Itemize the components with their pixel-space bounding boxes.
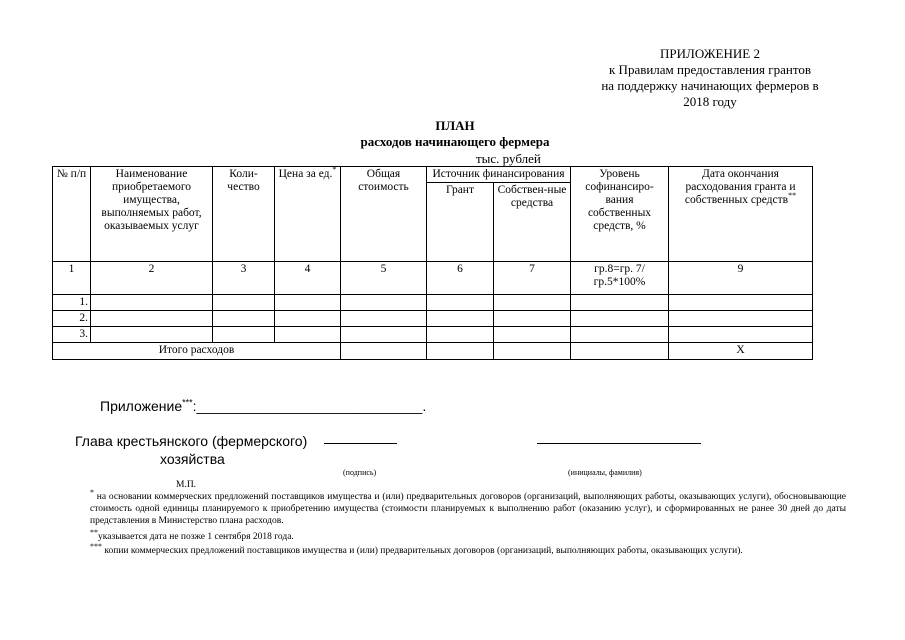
col-header-total-cost: Общая стоимость (341, 167, 427, 262)
column-number: 2 (91, 262, 213, 295)
name-line (537, 442, 701, 444)
signature-caption: (подпись) (343, 468, 377, 477)
table-cell (91, 327, 213, 343)
appendix-rules-line: к Правилам предоставления грантов (608, 62, 811, 77)
signature-line (324, 442, 397, 444)
table-cell (275, 295, 341, 311)
footnote-1 (90, 487, 846, 527)
column-number-formula: гр.8=гр. 7/гр.5*100% (571, 262, 669, 295)
total-row (53, 343, 813, 360)
col-header-end-date (669, 167, 813, 262)
table-row (53, 311, 813, 327)
table-cell (494, 327, 571, 343)
table-row (53, 295, 813, 311)
table-cell (427, 295, 494, 311)
table-cell (494, 343, 571, 360)
attachment-blank: _____________________________. (196, 398, 427, 414)
table-cell (213, 295, 275, 311)
table-cell (91, 311, 213, 327)
table-cell (275, 327, 341, 343)
table-cell (427, 343, 494, 360)
footnote-1-text: на основании коммерческих предложений поставщиков имущества и (или) предварительных договоров (организаций, выполняющих работы, оказывающих услуги), обосновывающие стоимость одной единицы планируемого к приобретению имущества (стоимости планируемых к выполнению работ (оказанию услуг), и сформированных не ранее 30 дней до даты представления в Министерство плана расходов. (90, 492, 846, 526)
col-header-own-funds: Собствен-ные средства (494, 183, 571, 262)
col-header-unit-price (275, 167, 341, 262)
table-cell (341, 327, 427, 343)
table-cell (213, 311, 275, 327)
unit-price-footnote-mark: * (332, 165, 337, 175)
table-cell (669, 327, 813, 343)
name-caption: (инициалы, фамилия) (568, 468, 642, 477)
end-date-label: Дата окончания расходования гранта и собственных средств (684, 168, 796, 206)
footnote-2-mark: ** (90, 527, 98, 537)
col-header-cofinancing-level: Уровень софинансиро-вания собственных средств, % (571, 167, 669, 262)
col-header-number: № п/п (53, 167, 91, 262)
row-number: 3. (53, 327, 91, 343)
total-label: Итого расходов (53, 343, 341, 360)
footnote-3 (90, 541, 846, 557)
column-number: 6 (427, 262, 494, 295)
row-number: 1. (53, 295, 91, 311)
attachment-label: Приложение (100, 398, 183, 414)
column-number: 7 (494, 262, 571, 295)
table-cell (427, 311, 494, 327)
row-number: 2. (53, 311, 91, 327)
farm-label: хозяйства (160, 451, 225, 467)
column-number: 5 (341, 262, 427, 295)
appendix-purpose-line: на поддержку начинающих фермеров в (601, 78, 819, 93)
table-cell (341, 295, 427, 311)
table-cell (669, 295, 813, 311)
column-number: 1 (53, 262, 91, 295)
footnote-3-mark: *** (90, 541, 102, 551)
table-cell (494, 295, 571, 311)
col-header-item-name: Наименование приобретаемого имущества, выполняемых работ, оказываемых услуг (91, 167, 213, 262)
column-numbers-row (53, 262, 813, 295)
table-cell (571, 343, 669, 360)
table-cell (341, 343, 427, 360)
table-row (53, 327, 813, 343)
unit-price-label: Цена за ед. (278, 168, 333, 180)
column-number: 9 (669, 262, 813, 295)
table-cell (91, 295, 213, 311)
footnote-2 (90, 527, 846, 543)
table-cell (494, 311, 571, 327)
end-date-footnote-mark: ** (788, 191, 797, 201)
footnote-3-text: копии коммерческих предложений поставщиков имущества и (или) предварительных договоров (организаций, выполняющих работы, оказывающих услуги). (102, 546, 743, 556)
table-header-row (53, 167, 813, 183)
footnote-1-mark: * (90, 487, 94, 497)
col-header-funding-source: Источник финансирования (427, 167, 571, 183)
appendix-number: ПРИЛОЖЕНИЕ 2 (660, 46, 760, 61)
table-cell (341, 311, 427, 327)
table-cell (275, 311, 341, 327)
plan-title: ПЛАН (435, 118, 475, 133)
table-cell (669, 311, 813, 327)
col-header-grant: Грант (427, 183, 494, 262)
table-cell (213, 327, 275, 343)
attachment-footnote-mark: *** (182, 397, 193, 408)
col-header-quantity: Коли-чество (213, 167, 275, 262)
seal-label: М.П. (176, 480, 197, 490)
farm-head-label: Глава крестьянского (фермерского) (75, 433, 308, 449)
attachment-colon: : (192, 398, 197, 414)
column-number: 4 (275, 262, 341, 295)
attachment-line (100, 398, 426, 414)
total-end-date: Х (669, 343, 813, 360)
plan-subtitle: расходов начинающего фермера (360, 134, 550, 149)
units-label: тыс. рублей (476, 151, 541, 166)
footnote-2-text: указывается дата не позже 1 сентября 2018 года. (98, 532, 294, 542)
table-cell (571, 327, 669, 343)
appendix-year-line: 2018 году (683, 94, 737, 109)
table-cell (427, 327, 494, 343)
table-cell (571, 311, 669, 327)
column-number: 3 (213, 262, 275, 295)
expenses-table (52, 166, 813, 360)
table-cell (571, 295, 669, 311)
